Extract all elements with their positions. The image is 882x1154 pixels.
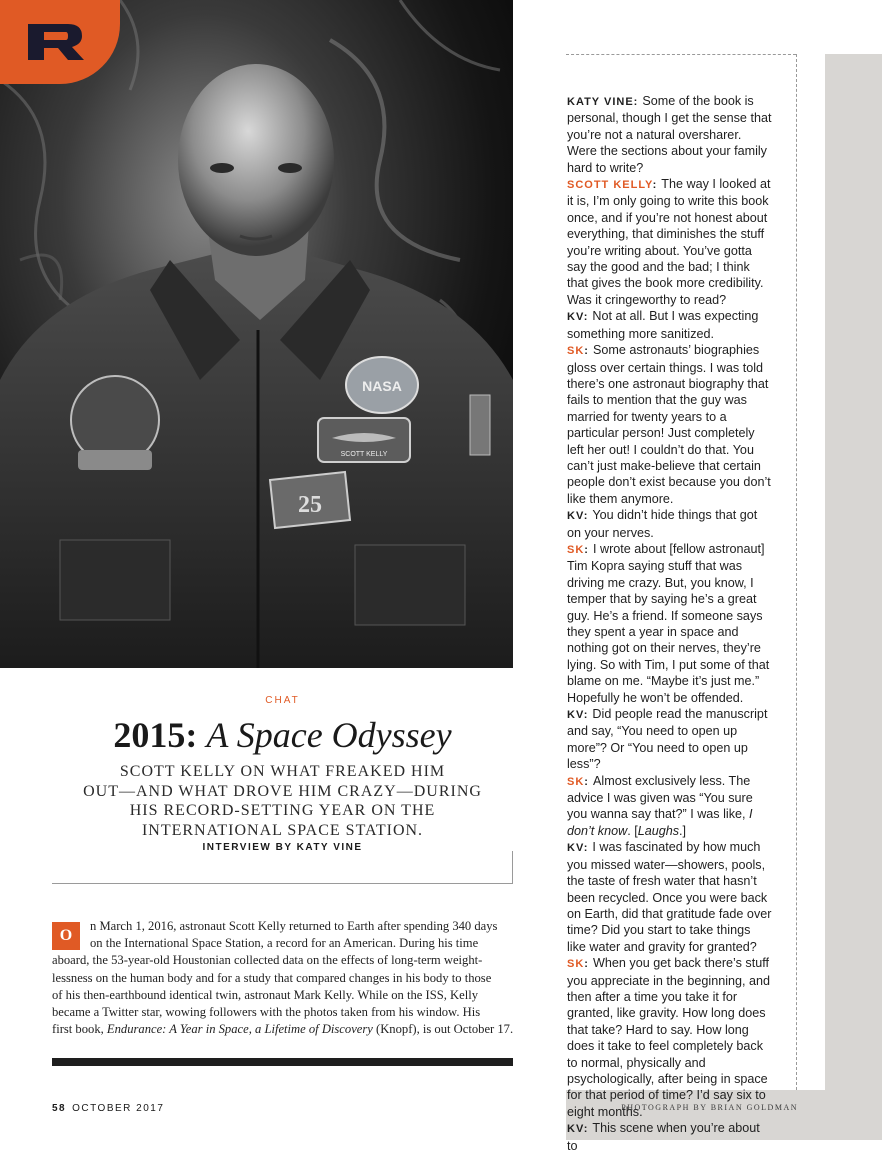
folio: [52, 1103, 164, 1114]
interview-text: I wrote about [fellow astronaut] Tim Kopra saying stuff that was driving me crazy. But, you know, I temper that by saying he’s a great guy. He’s a friend. If someone says they spent a year in space and nothing got on their nerves, they’re lying. So with Tim, I put some of that blame on me. “Maybe it’s just me.” Hopefully he won’t be offended.: [567, 541, 770, 705]
book-title: Endurance: A Year in Space, a Lifetime of Discovery: [106, 1022, 373, 1037]
interview-text: Some of the book is personal, though I get the sense that you’re not a natural oversharer. Were the sections about your family hard to write?: [567, 94, 772, 175]
interview-text: . [: [627, 823, 638, 838]
interview-paragraph: [567, 308, 772, 342]
interview-paragraph: [567, 342, 772, 507]
speaker-label: KV:: [567, 510, 593, 523]
rule-vertical: [512, 851, 513, 883]
dek: [72, 762, 493, 840]
interview-paragraph: [567, 1120, 772, 1154]
drop-cap: O: [52, 922, 80, 950]
astronaut-portrait: [0, 0, 513, 668]
issue-date: OCTOBER 2017: [72, 1103, 165, 1114]
body-line: n March 1, 2016, astronaut Scott Kelly returned to Earth after spending 340 days: [90, 919, 498, 933]
body-line: aboard, the 53-year-old Houstonian collected data on the effects of long-term weight-: [52, 953, 483, 968]
page-number: 58: [52, 1103, 67, 1114]
headline: [52, 712, 513, 758]
body-text: first book,: [52, 1022, 107, 1037]
dek-line: INTERNATIONAL SPACE STATION.: [141, 821, 424, 839]
r-logo-icon: [24, 22, 86, 62]
speaker-name: KV: [567, 709, 584, 722]
headline-year: 2015:: [113, 715, 198, 755]
body-text: (Knopf), is out October 17.: [372, 1022, 514, 1037]
interview-text: I don’t know: [567, 807, 753, 838]
speaker-name: KATY VINE: [567, 96, 634, 108]
speaker-label: SCOTT KELLY:: [567, 179, 662, 192]
interview-column: [567, 93, 772, 1154]
body-line: on the International Space Station, a record for an American. During his time: [90, 936, 479, 951]
interview-text: Not at all. But I was expecting something more sanitized.: [567, 309, 759, 341]
speaker-label: SK:: [567, 775, 594, 788]
column-border-right: [796, 54, 797, 1090]
speaker-name: SK: [567, 345, 585, 358]
body-line: became a Twitter star, wowing followers with the photos taken from his window. His: [52, 1005, 481, 1020]
cover-photo: [0, 0, 513, 668]
headline-title: A Space Odyssey: [206, 715, 452, 755]
speaker-name: SCOTT KELLY: [567, 179, 653, 192]
speaker-label: KV:: [567, 1123, 593, 1136]
speaker-label: SK:: [567, 345, 594, 358]
body-line: of his then-earthbound identical twin, astronaut Mark Kelly. While on the ISS, Kelly: [52, 987, 478, 1002]
column-border-top: [566, 54, 796, 55]
nasa-patch-label: NASA: [362, 378, 402, 394]
speaker-name: SK: [567, 958, 585, 971]
byline: INTERVIEW BY KATY VINE: [202, 842, 363, 853]
speaker-name: SK: [567, 775, 585, 788]
name-patch-label: SCOTT KELLY: [340, 451, 388, 458]
speaker-name: KV: [567, 1123, 584, 1136]
interview-paragraph: [567, 955, 772, 1120]
interview-text: You didn’t hide things that got on your nerves.: [567, 508, 758, 540]
category-label: CHAT: [265, 695, 300, 706]
interview-paragraph: [567, 176, 772, 308]
interview-text: I was fascinated by how much you missed water—showers, pools, the taste of fresh water that hasn’t been recycled. Once you were back on Earth, did that gratitude fade over time? Did you start to take things like water and gravity for granted?: [567, 840, 772, 954]
intro-paragraph: [52, 918, 513, 1038]
interview-paragraph: [567, 93, 772, 176]
photo-credit: PHOTOGRAPH BY BRIAN GOLDMAN: [621, 1103, 798, 1112]
interview-text: The way I looked at it is, I’m only going to write this book once, and if you’re not honest about everything, that diminishes the stuff you’re writing about. You’ve gotta say the good and the bad; I think that gives the book more credibility. Was it cringeworthy to read?: [567, 177, 771, 307]
speaker-label: KV:: [567, 311, 593, 324]
speaker-label: KV:: [567, 709, 593, 722]
rule-horizontal: [52, 883, 513, 884]
dek-line: SCOTT KELLY ON WHAT FREAKED HIM: [119, 763, 446, 780]
interview-paragraph: [567, 507, 772, 541]
interview-paragraph: [567, 541, 772, 706]
speaker-label: KV:: [567, 842, 593, 855]
speaker-name: KV: [567, 842, 584, 855]
speaker-label: KATY VINE:: [567, 96, 643, 108]
black-rule-bar: [52, 1058, 513, 1066]
mission-patch-label: 25: [298, 492, 322, 518]
interview-text: When you get back there’s stuff you appreciate in the beginning, and then after a time you take it for granted, like gravity. How long does that take? Hard to say. How long does it take to feel completely back to normal, physically and psychologically, after being in space for that period of time? I’d say six to eight months.: [567, 956, 771, 1119]
speaker-label: SK:: [567, 543, 594, 556]
dek-line: OUT—AND WHAT DROVE HIM CRAZY—DURING: [83, 782, 482, 800]
interview-text: .]: [679, 823, 687, 838]
speaker-name: KV: [567, 311, 584, 324]
body-line: lessness on the human body and for a study that compared changes in his body to those: [52, 970, 492, 985]
interview-text: Some astronauts’ biographies gloss over certain things. I was told there’s one astronaut biography that fails to mention that the guy was married for twenty years to a particular person! Just completely left her out! I couldn’t do that. You can’t just make-believe that certain people don’t exist because you don’t like them anymore.: [567, 343, 771, 506]
gray-margin-panel: [825, 54, 882, 1140]
interview-text: Laughs: [637, 823, 680, 838]
interview-paragraph: [567, 839, 772, 955]
interview-paragraph: [567, 706, 772, 773]
interview-text: Almost exclusively less. The advice I was given was “You sure you wanna say that?” I was like,: [567, 773, 753, 822]
speaker-label: SK:: [567, 958, 594, 971]
interview-text: Did people read the manuscript and say, “You need to open up more”? Or “You need to open up less”?: [567, 707, 768, 772]
body-line-last: [52, 1021, 513, 1038]
interview-paragraph: [567, 773, 772, 840]
interview-text: This scene when you’re about to: [567, 1121, 760, 1153]
speaker-name: SK: [567, 543, 585, 556]
speaker-name: KV: [567, 510, 584, 523]
dek-line: HIS RECORD-SETTING YEAR ON THE: [129, 802, 436, 819]
